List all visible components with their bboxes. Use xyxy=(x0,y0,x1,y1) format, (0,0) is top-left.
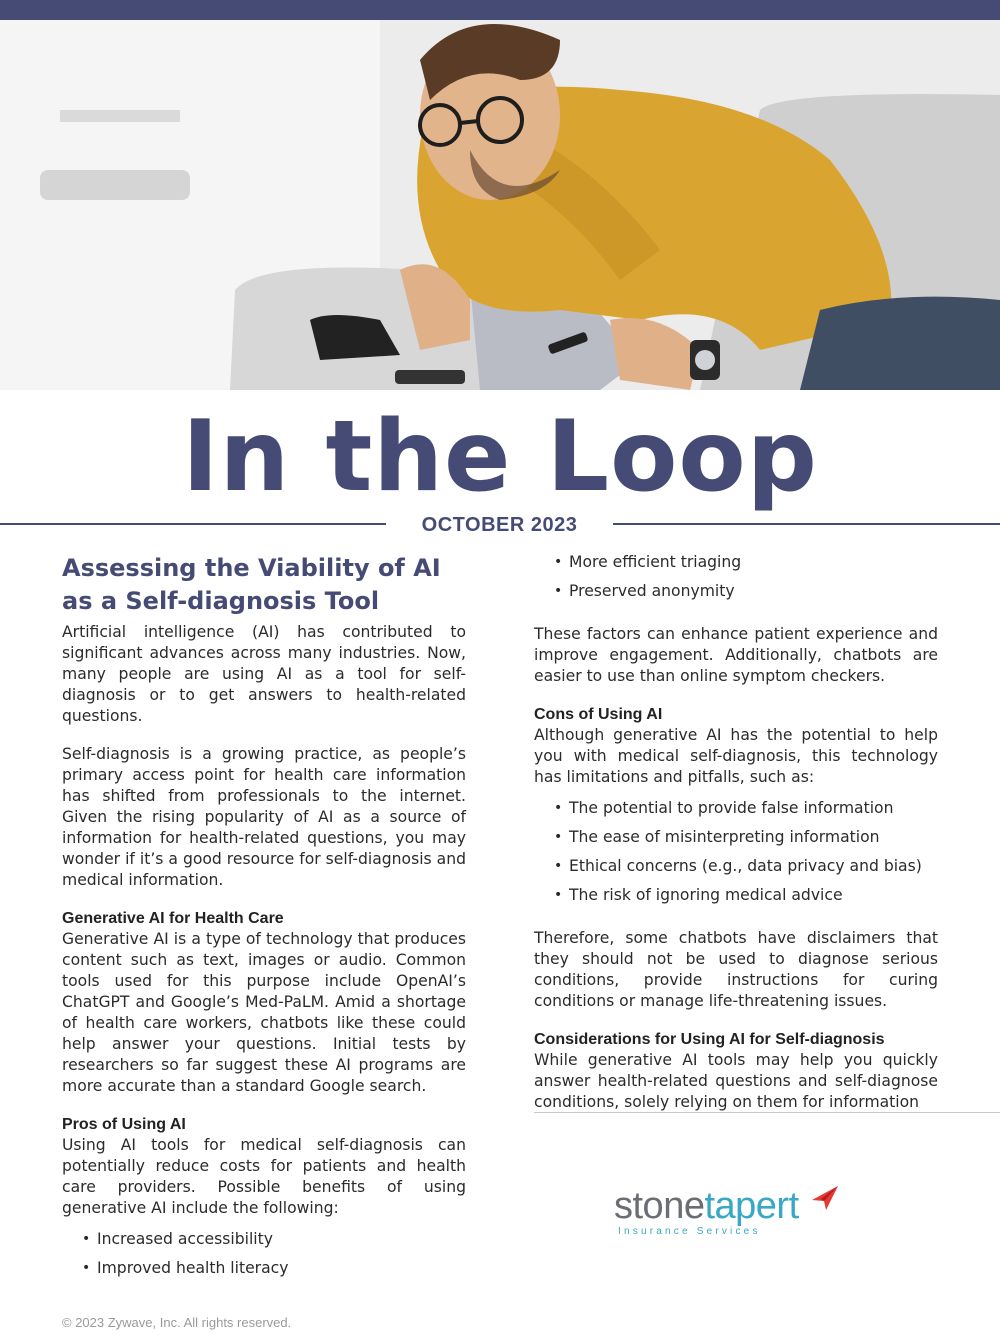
list-item: • The risk of ignoring medical advice xyxy=(534,881,938,910)
stonetapert-logo xyxy=(614,1186,844,1250)
pros-bullet-list xyxy=(62,1225,466,1283)
intro-paragraph-2: Self-diagnosis is a growing practice, as people’s primary access point for health care information has shifted from professionals to the internet. Given the rising popularity of AI as a source of information for health-related questions, you may wonder if it’s a good resource for self-diagnosis and medical information. xyxy=(62,745,466,889)
list-item: • Ethical concerns (e.g., data privacy and bias) xyxy=(534,852,938,881)
pros-bullet-list-continued xyxy=(534,548,938,606)
pros-heading: Pros of Using AI xyxy=(62,1116,186,1133)
cons-followup-paragraph: Therefore, some chatbots have disclaimers that they should not be used to diagnose serious conditions, provide instructions for curing conditions or manage life-threatening issues. xyxy=(534,929,938,1010)
issue-date: OCTOBER 2023 xyxy=(421,514,578,536)
bullet-icon: • xyxy=(554,800,563,816)
copyright-notice: © 2023 Zywave, Inc. All rights reserved. xyxy=(62,1315,292,1330)
bullet-icon: • xyxy=(82,1260,91,1276)
pros-paragraph: Using AI tools for medical self-diagnosis can potentially reduce costs for patients and health care providers. Possible benefits of using generative AI include the following: xyxy=(62,1136,466,1217)
list-item: • More efficient triaging xyxy=(534,548,938,577)
list-item: • The ease of misinterpreting information xyxy=(534,823,938,852)
paper-plane-icon xyxy=(812,1186,838,1210)
cons-heading: Cons of Using AI xyxy=(534,706,663,723)
top-color-bar xyxy=(0,0,1000,20)
list-item: • Improved health literacy xyxy=(62,1254,466,1283)
cons-bullet-list xyxy=(534,794,938,910)
hero-photo xyxy=(0,20,1000,390)
bullet-icon: • xyxy=(554,554,563,570)
bullet-icon: • xyxy=(82,1231,91,1247)
date-divider-right xyxy=(613,523,1000,525)
considerations-heading: Considerations for Using AI for Self-diagnosis xyxy=(534,1031,885,1048)
bullet-icon: • xyxy=(554,829,563,845)
bullet-icon: • xyxy=(554,887,563,903)
intro-paragraph-1: Artificial intelligence (AI) has contributed to significant advances across many industries. Now, many people are using AI as a tool for self-diagnosis or to get answers to health-related questions. xyxy=(62,623,466,725)
bullet-icon: • xyxy=(554,858,563,874)
cons-paragraph: Although generative AI has the potential to help you with medical self-diagnosis, this technology has limitations and pitfalls, such as: xyxy=(534,726,938,786)
considerations-paragraph: While generative AI tools may help you quickly answer health-related questions and self-diagnose conditions, solely relying on them for information xyxy=(534,1051,938,1111)
article-title-line1: Assessing the Viability of AI xyxy=(62,554,441,582)
logo-tagline: Insurance Services xyxy=(618,1226,761,1237)
date-divider-left xyxy=(0,523,386,525)
column-end-divider xyxy=(534,1112,1000,1113)
list-item: • Increased accessibility xyxy=(62,1225,466,1254)
generative-ai-paragraph: Generative AI is a type of technology that produces content such as text, images or audio. Common tools used for this purpose include OpenAI’s ChatGPT and Google’s Med-PaLM. Amid a shortage of health care workers, chatbots like these could help answer your questions. Initial tests by researchers so far suggest these AI programs are more accurate than a standard Google search. xyxy=(62,930,466,1095)
newsletter-masthead: In the Loop xyxy=(182,400,818,514)
article-column-left xyxy=(62,552,466,1301)
list-item: • The potential to provide false information xyxy=(534,794,938,823)
pros-followup-paragraph: These factors can enhance patient experience and improve engagement. Additionally, chatbots are easier to use than online symptom checkers. xyxy=(534,625,938,685)
bullet-icon: • xyxy=(554,583,563,599)
list-item: • Preserved anonymity xyxy=(534,577,938,606)
logo-wordmark: stonetapert xyxy=(614,1185,799,1227)
article-title-line2: as a Self-diagnosis Tool xyxy=(62,587,380,615)
article-title xyxy=(62,552,466,618)
article-column-right xyxy=(534,548,938,1130)
generative-ai-heading: Generative AI for Health Care xyxy=(62,910,284,927)
